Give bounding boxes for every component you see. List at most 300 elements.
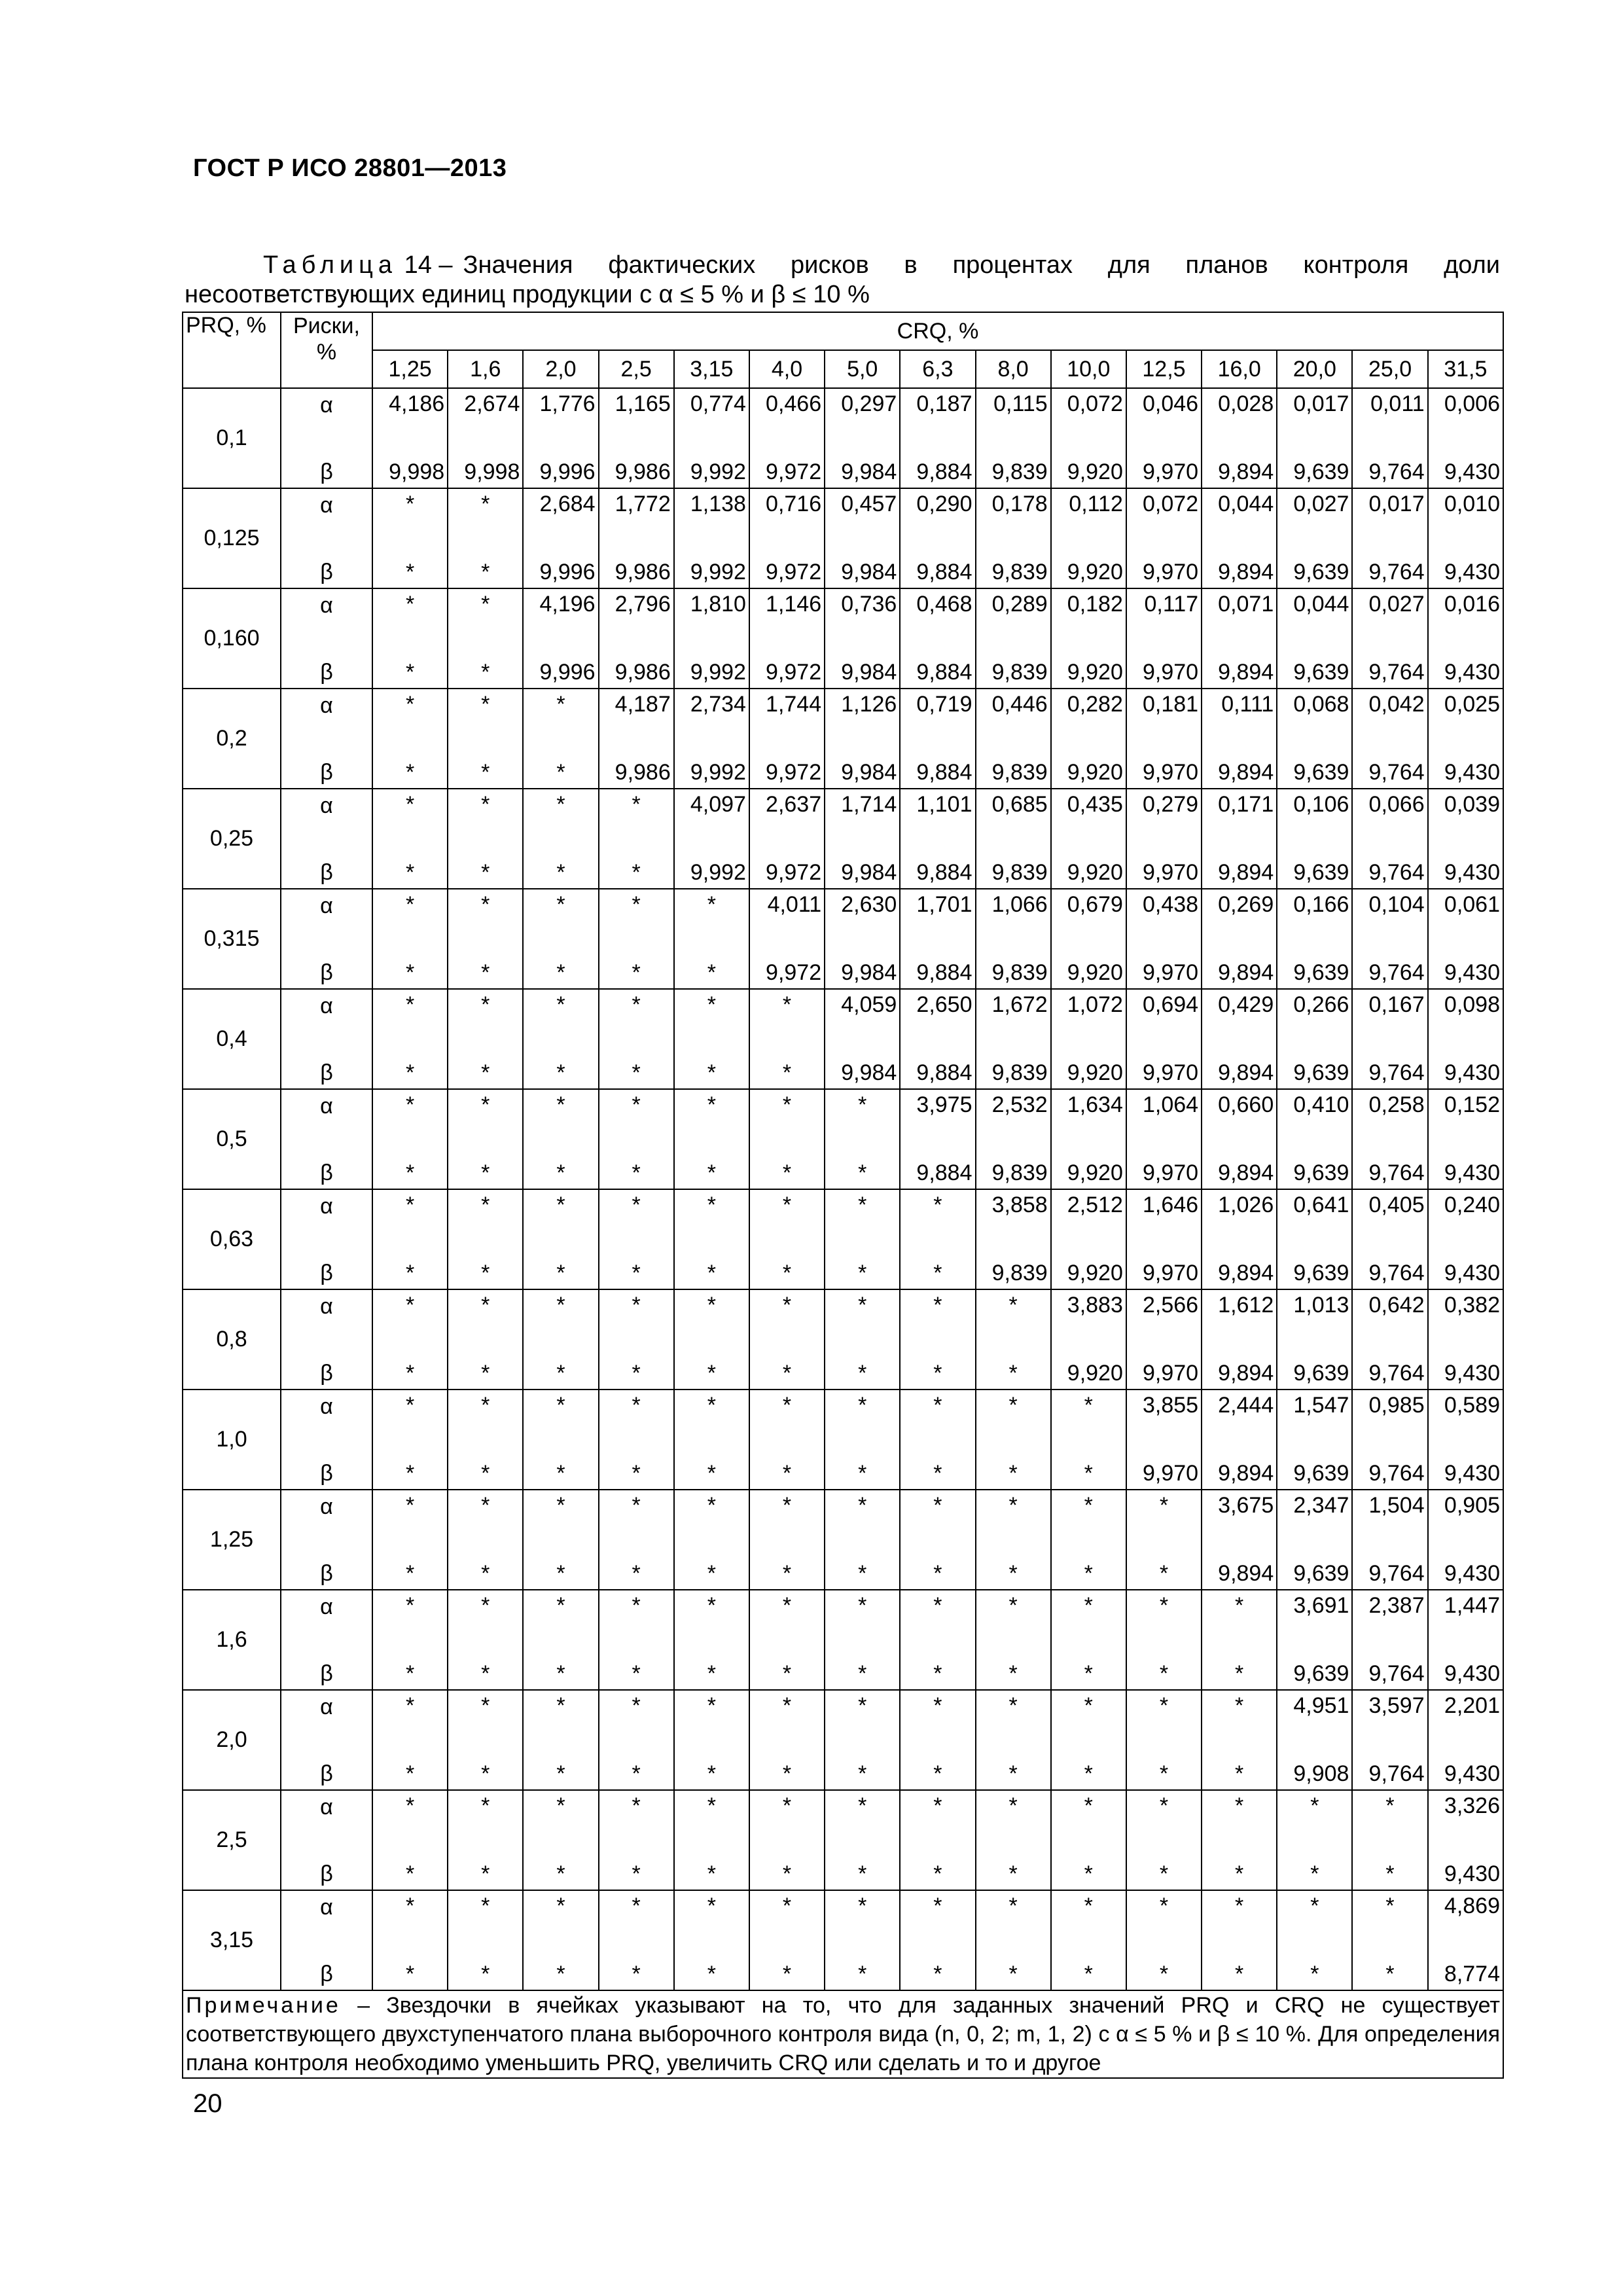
- beta-value-cell: *: [749, 1556, 825, 1590]
- table-row-alpha: [183, 388, 1503, 455]
- alpha-value-cell: 3,691: [1277, 1590, 1352, 1657]
- table-row-alpha: [183, 1590, 1503, 1657]
- alpha-value-cell: 0,457: [825, 488, 900, 555]
- alpha-value-cell: *: [674, 1790, 749, 1857]
- alpha-value-cell: 0,027: [1277, 488, 1352, 555]
- crq-value-header: 6,3: [900, 350, 975, 388]
- beta-value-cell: *: [900, 1456, 975, 1490]
- crq-value-header: 25,0: [1352, 350, 1427, 388]
- alpha-value-cell: *: [448, 689, 523, 755]
- alpha-value-cell: *: [1202, 1890, 1277, 1957]
- alpha-value-cell: 1,744: [749, 689, 825, 755]
- table-row-alpha: [183, 689, 1503, 755]
- alpha-value-cell: 0,112: [1051, 488, 1126, 555]
- beta-value-cell: *: [900, 1356, 975, 1390]
- beta-value-cell: 9,764: [1352, 1156, 1427, 1189]
- table-row-beta: [183, 1957, 1503, 1990]
- beta-value-cell: 9,908: [1277, 1757, 1352, 1790]
- alpha-value-cell: 2,684: [523, 488, 598, 555]
- beta-value-cell: *: [825, 1657, 900, 1690]
- alpha-value-cell: *: [1277, 1790, 1352, 1857]
- alpha-value-cell: *: [523, 1490, 598, 1556]
- alpha-value-cell: *: [523, 889, 598, 956]
- alpha-value-cell: *: [976, 1390, 1051, 1456]
- beta-value-cell: 9,992: [674, 855, 749, 889]
- table-row-alpha: [183, 1089, 1503, 1156]
- crq-value-header: 8,0: [976, 350, 1051, 388]
- alpha-value-cell: *: [825, 1089, 900, 1156]
- beta-value-cell: *: [599, 1857, 674, 1890]
- beta-value-cell: 9,430: [1428, 1056, 1503, 1089]
- alpha-value-cell: 3,975: [900, 1089, 975, 1156]
- beta-value-cell: *: [372, 1957, 448, 1990]
- beta-value-cell: 9,894: [1202, 855, 1277, 889]
- alpha-symbol: α: [281, 689, 372, 755]
- beta-value-cell: 9,884: [900, 655, 975, 689]
- crq-values-row: [183, 350, 1503, 388]
- beta-value-cell: *: [1126, 1857, 1202, 1890]
- alpha-value-cell: 0,716: [749, 488, 825, 555]
- beta-value-cell: 9,986: [599, 555, 674, 588]
- table-row-alpha: [183, 1289, 1503, 1356]
- alpha-value-cell: 0,068: [1277, 689, 1352, 755]
- table-row-alpha: [183, 1890, 1503, 1957]
- crq-header: CRQ, %: [372, 312, 1503, 350]
- alpha-value-cell: *: [599, 1490, 674, 1556]
- alpha-value-cell: 0,736: [825, 588, 900, 655]
- beta-value-cell: *: [448, 1056, 523, 1089]
- beta-value-cell: 9,970: [1126, 755, 1202, 789]
- table-row-alpha: [183, 1690, 1503, 1757]
- beta-value-cell: 9,894: [1202, 956, 1277, 989]
- beta-value-cell: *: [448, 956, 523, 989]
- alpha-value-cell: *: [372, 1289, 448, 1356]
- alpha-value-cell: 0,181: [1126, 689, 1202, 755]
- alpha-value-cell: 0,266: [1277, 989, 1352, 1056]
- alpha-value-cell: *: [372, 1790, 448, 1857]
- alpha-value-cell: *: [372, 889, 448, 956]
- beta-value-cell: 9,839: [976, 755, 1051, 789]
- table-row-alpha: [183, 989, 1503, 1056]
- crq-value-header: 31,5: [1428, 350, 1503, 388]
- alpha-value-cell: 4,196: [523, 588, 598, 655]
- beta-value-cell: 9,920: [1051, 1356, 1126, 1390]
- prq-cell: 0,25: [183, 789, 281, 889]
- alpha-value-cell: 1,772: [599, 488, 674, 555]
- beta-value-cell: 9,894: [1202, 755, 1277, 789]
- alpha-value-cell: 0,642: [1352, 1289, 1427, 1356]
- alpha-value-cell: 2,796: [599, 588, 674, 655]
- beta-value-cell: 9,970: [1126, 455, 1202, 488]
- alpha-value-cell: 0,042: [1352, 689, 1427, 755]
- alpha-value-cell: 1,066: [976, 889, 1051, 956]
- crq-value-header: 16,0: [1202, 350, 1277, 388]
- alpha-value-cell: *: [1202, 1790, 1277, 1857]
- alpha-value-cell: *: [599, 1289, 674, 1356]
- table-caption: [185, 251, 1500, 310]
- beta-value-cell: 9,920: [1051, 655, 1126, 689]
- beta-value-cell: *: [674, 1957, 749, 1990]
- alpha-value-cell: *: [448, 789, 523, 855]
- beta-value-cell: 9,884: [900, 555, 975, 588]
- alpha-value-cell: *: [448, 1490, 523, 1556]
- beta-value-cell: 9,998: [372, 455, 448, 488]
- beta-value-cell: 9,920: [1051, 455, 1126, 488]
- alpha-value-cell: 0,405: [1352, 1189, 1427, 1256]
- beta-symbol: β: [281, 1556, 372, 1590]
- table-row-beta: [183, 755, 1503, 789]
- beta-value-cell: 9,996: [523, 455, 598, 488]
- alpha-symbol: α: [281, 1790, 372, 1857]
- alpha-value-cell: 0,258: [1352, 1089, 1427, 1156]
- beta-value-cell: 9,764: [1352, 1657, 1427, 1690]
- beta-value-cell: *: [674, 956, 749, 989]
- beta-value-cell: *: [448, 1556, 523, 1590]
- alpha-value-cell: *: [372, 1690, 448, 1757]
- alpha-value-cell: *: [825, 1590, 900, 1657]
- alpha-value-cell: 2,630: [825, 889, 900, 956]
- alpha-value-cell: *: [1051, 1590, 1126, 1657]
- alpha-value-cell: *: [674, 1890, 749, 1957]
- beta-value-cell: 9,430: [1428, 956, 1503, 989]
- alpha-value-cell: *: [372, 488, 448, 555]
- alpha-value-cell: 4,011: [749, 889, 825, 956]
- alpha-value-cell: 0,679: [1051, 889, 1126, 956]
- alpha-value-cell: 1,810: [674, 588, 749, 655]
- alpha-value-cell: *: [523, 1590, 598, 1657]
- table-row-beta: [183, 1757, 1503, 1790]
- alpha-value-cell: *: [372, 789, 448, 855]
- alpha-value-cell: *: [523, 1390, 598, 1456]
- alpha-value-cell: *: [448, 588, 523, 655]
- prq-cell: 1,6: [183, 1590, 281, 1690]
- alpha-value-cell: *: [674, 1390, 749, 1456]
- alpha-value-cell: 0,072: [1051, 388, 1126, 455]
- alpha-value-cell: *: [599, 789, 674, 855]
- alpha-value-cell: 0,435: [1051, 789, 1126, 855]
- alpha-value-cell: 0,660: [1202, 1089, 1277, 1156]
- alpha-value-cell: 2,347: [1277, 1490, 1352, 1556]
- beta-value-cell: 9,986: [599, 455, 674, 488]
- beta-value-cell: *: [749, 1657, 825, 1690]
- alpha-value-cell: *: [976, 1289, 1051, 1356]
- alpha-value-cell: *: [825, 1890, 900, 1957]
- alpha-value-cell: 0,182: [1051, 588, 1126, 655]
- beta-value-cell: *: [749, 1957, 825, 1990]
- beta-value-cell: 9,894: [1202, 1056, 1277, 1089]
- alpha-symbol: α: [281, 1189, 372, 1256]
- beta-value-cell: 9,764: [1352, 555, 1427, 588]
- alpha-value-cell: 0,269: [1202, 889, 1277, 956]
- alpha-value-cell: *: [749, 989, 825, 1056]
- beta-value-cell: 9,764: [1352, 655, 1427, 689]
- beta-value-cell: 9,839: [976, 655, 1051, 689]
- alpha-value-cell: *: [448, 1890, 523, 1957]
- beta-value-cell: *: [976, 1356, 1051, 1390]
- beta-value-cell: *: [976, 1556, 1051, 1590]
- alpha-symbol: α: [281, 789, 372, 855]
- alpha-value-cell: 0,438: [1126, 889, 1202, 956]
- alpha-value-cell: 1,026: [1202, 1189, 1277, 1256]
- alpha-value-cell: 0,010: [1428, 488, 1503, 555]
- table-row-alpha: [183, 1189, 1503, 1256]
- beta-value-cell: *: [749, 1456, 825, 1490]
- alpha-value-cell: 0,167: [1352, 989, 1427, 1056]
- alpha-value-cell: 0,017: [1277, 388, 1352, 455]
- beta-value-cell: *: [523, 1156, 598, 1189]
- alpha-value-cell: 0,039: [1428, 789, 1503, 855]
- alpha-value-cell: 3,883: [1051, 1289, 1126, 1356]
- alpha-value-cell: 2,444: [1202, 1390, 1277, 1456]
- alpha-value-cell: 1,138: [674, 488, 749, 555]
- beta-value-cell: *: [448, 755, 523, 789]
- beta-value-cell: *: [372, 956, 448, 989]
- beta-value-cell: 9,764: [1352, 956, 1427, 989]
- alpha-value-cell: *: [599, 1189, 674, 1256]
- alpha-value-cell: 0,017: [1352, 488, 1427, 555]
- beta-value-cell: 9,920: [1051, 855, 1126, 889]
- alpha-value-cell: 0,289: [976, 588, 1051, 655]
- beta-value-cell: 9,764: [1352, 755, 1427, 789]
- alpha-value-cell: *: [674, 1289, 749, 1356]
- alpha-value-cell: *: [976, 1690, 1051, 1757]
- alpha-value-cell: *: [523, 789, 598, 855]
- beta-value-cell: 9,639: [1277, 455, 1352, 488]
- alpha-value-cell: *: [976, 1490, 1051, 1556]
- beta-value-cell: *: [599, 1957, 674, 1990]
- crq-value-header: 12,5: [1126, 350, 1202, 388]
- alpha-value-cell: 0,446: [976, 689, 1051, 755]
- beta-value-cell: *: [448, 655, 523, 689]
- prq-cell: 0,160: [183, 588, 281, 689]
- beta-value-cell: 9,430: [1428, 1156, 1503, 1189]
- beta-value-cell: *: [674, 1857, 749, 1890]
- beta-value-cell: *: [900, 1757, 975, 1790]
- alpha-value-cell: *: [900, 1490, 975, 1556]
- crq-value-header: 4,0: [749, 350, 825, 388]
- beta-value-cell: 9,894: [1202, 655, 1277, 689]
- alpha-value-cell: 0,694: [1126, 989, 1202, 1056]
- alpha-value-cell: *: [1277, 1890, 1352, 1957]
- beta-value-cell: *: [523, 755, 598, 789]
- beta-value-cell: 9,970: [1126, 1156, 1202, 1189]
- beta-symbol: β: [281, 755, 372, 789]
- alpha-value-cell: 0,985: [1352, 1390, 1427, 1456]
- alpha-value-cell: *: [523, 1690, 598, 1757]
- alpha-value-cell: 1,072: [1051, 989, 1126, 1056]
- alpha-value-cell: *: [448, 889, 523, 956]
- beta-value-cell: *: [900, 1957, 975, 1990]
- alpha-value-cell: *: [749, 1189, 825, 1256]
- beta-value-cell: *: [599, 1056, 674, 1089]
- beta-value-cell: 9,970: [1126, 1456, 1202, 1490]
- beta-value-cell: 9,430: [1428, 1556, 1503, 1590]
- beta-value-cell: 9,998: [448, 455, 523, 488]
- beta-value-cell: *: [900, 1657, 975, 1690]
- beta-value-cell: 9,992: [674, 555, 749, 588]
- beta-value-cell: *: [599, 1256, 674, 1289]
- beta-value-cell: 9,639: [1277, 1556, 1352, 1590]
- alpha-value-cell: 0,410: [1277, 1089, 1352, 1156]
- beta-value-cell: 9,970: [1126, 956, 1202, 989]
- alpha-value-cell: *: [448, 1790, 523, 1857]
- beta-value-cell: *: [674, 1556, 749, 1590]
- beta-value-cell: 9,920: [1051, 755, 1126, 789]
- alpha-value-cell: 0,774: [674, 388, 749, 455]
- alpha-value-cell: *: [1202, 1590, 1277, 1657]
- alpha-value-cell: 1,126: [825, 689, 900, 755]
- alpha-value-cell: *: [1126, 1790, 1202, 1857]
- alpha-value-cell: 0,685: [976, 789, 1051, 855]
- beta-value-cell: 9,894: [1202, 1156, 1277, 1189]
- beta-value-cell: *: [1051, 1757, 1126, 1790]
- beta-value-cell: 9,972: [749, 755, 825, 789]
- risk-table: [182, 312, 1504, 2079]
- alpha-value-cell: *: [749, 1690, 825, 1757]
- beta-value-cell: *: [749, 1056, 825, 1089]
- alpha-value-cell: 0,071: [1202, 588, 1277, 655]
- beta-value-cell: 9,984: [825, 655, 900, 689]
- alpha-value-cell: 2,734: [674, 689, 749, 755]
- alpha-value-cell: 0,028: [1202, 388, 1277, 455]
- beta-value-cell: 9,430: [1428, 1657, 1503, 1690]
- beta-value-cell: *: [1352, 1957, 1427, 1990]
- beta-value-cell: *: [825, 1757, 900, 1790]
- prq-cell: 0,1: [183, 388, 281, 488]
- alpha-value-cell: 0,006: [1428, 388, 1503, 455]
- beta-value-cell: *: [372, 1556, 448, 1590]
- beta-value-cell: 9,996: [523, 655, 598, 689]
- crq-value-header: 1,25: [372, 350, 448, 388]
- alpha-value-cell: *: [900, 1289, 975, 1356]
- beta-value-cell: *: [1202, 1857, 1277, 1890]
- alpha-value-cell: *: [523, 1089, 598, 1156]
- beta-value-cell: *: [372, 1757, 448, 1790]
- alpha-value-cell: *: [523, 689, 598, 755]
- beta-value-cell: 9,970: [1126, 1256, 1202, 1289]
- alpha-symbol: α: [281, 1490, 372, 1556]
- beta-value-cell: *: [825, 1857, 900, 1890]
- beta-value-cell: 9,639: [1277, 1156, 1352, 1189]
- beta-value-cell: *: [372, 755, 448, 789]
- alpha-value-cell: 0,178: [976, 488, 1051, 555]
- alpha-value-cell: *: [372, 588, 448, 655]
- beta-value-cell: *: [599, 956, 674, 989]
- alpha-value-cell: 0,016: [1428, 588, 1503, 655]
- alpha-value-cell: *: [1051, 1790, 1126, 1857]
- beta-value-cell: *: [599, 1657, 674, 1690]
- beta-value-cell: *: [599, 1356, 674, 1390]
- alpha-value-cell: *: [372, 1890, 448, 1957]
- beta-value-cell: 9,639: [1277, 1657, 1352, 1690]
- alpha-value-cell: *: [448, 989, 523, 1056]
- beta-value-cell: *: [674, 1657, 749, 1690]
- beta-value-cell: *: [448, 1957, 523, 1990]
- alpha-value-cell: 4,187: [599, 689, 674, 755]
- beta-value-cell: *: [523, 1757, 598, 1790]
- alpha-value-cell: *: [1051, 1390, 1126, 1456]
- alpha-value-cell: 3,675: [1202, 1490, 1277, 1556]
- alpha-symbol: α: [281, 1890, 372, 1957]
- beta-value-cell: 9,920: [1051, 1256, 1126, 1289]
- alpha-value-cell: *: [749, 1590, 825, 1657]
- beta-value-cell: *: [900, 1857, 975, 1890]
- beta-value-cell: 9,639: [1277, 956, 1352, 989]
- beta-value-cell: *: [448, 1757, 523, 1790]
- alpha-value-cell: *: [825, 1390, 900, 1456]
- beta-value-cell: 9,986: [599, 655, 674, 689]
- alpha-value-cell: 0,011: [1352, 388, 1427, 455]
- alpha-value-cell: 0,382: [1428, 1289, 1503, 1356]
- beta-value-cell: 9,639: [1277, 555, 1352, 588]
- alpha-value-cell: 0,240: [1428, 1189, 1503, 1256]
- table-row-beta: [183, 655, 1503, 689]
- beta-symbol: β: [281, 655, 372, 689]
- beta-value-cell: *: [1051, 1556, 1126, 1590]
- risk-header: Риски, %: [281, 312, 372, 388]
- table-row-beta: [183, 1456, 1503, 1490]
- beta-value-cell: 9,839: [976, 1056, 1051, 1089]
- prq-cell: 0,63: [183, 1189, 281, 1289]
- alpha-value-cell: *: [825, 1189, 900, 1256]
- beta-value-cell: *: [448, 1156, 523, 1189]
- alpha-value-cell: *: [900, 1890, 975, 1957]
- beta-symbol: β: [281, 1857, 372, 1890]
- beta-value-cell: *: [1126, 1757, 1202, 1790]
- alpha-value-cell: *: [372, 1189, 448, 1256]
- beta-symbol: β: [281, 1957, 372, 1990]
- alpha-value-cell: 0,115: [976, 388, 1051, 455]
- beta-value-cell: *: [523, 1657, 598, 1690]
- alpha-value-cell: *: [749, 1089, 825, 1156]
- alpha-value-cell: 2,512: [1051, 1189, 1126, 1256]
- alpha-value-cell: *: [599, 1390, 674, 1456]
- beta-value-cell: *: [674, 1156, 749, 1189]
- beta-value-cell: *: [976, 1857, 1051, 1890]
- crq-value-header: 20,0: [1277, 350, 1352, 388]
- alpha-value-cell: 0,589: [1428, 1390, 1503, 1456]
- beta-value-cell: 9,984: [825, 555, 900, 588]
- alpha-value-cell: *: [523, 1890, 598, 1957]
- alpha-value-cell: *: [674, 1590, 749, 1657]
- crq-value-header: 2,0: [523, 350, 598, 388]
- alpha-symbol: α: [281, 1590, 372, 1657]
- beta-value-cell: 9,894: [1202, 1256, 1277, 1289]
- beta-value-cell: *: [749, 1757, 825, 1790]
- beta-value-cell: 9,984: [825, 755, 900, 789]
- alpha-value-cell: *: [1051, 1890, 1126, 1957]
- beta-value-cell: 9,839: [976, 455, 1051, 488]
- beta-value-cell: 9,992: [674, 655, 749, 689]
- alpha-value-cell: 4,869: [1428, 1890, 1503, 1957]
- alpha-value-cell: 0,641: [1277, 1189, 1352, 1256]
- crq-value-header: 3,15: [674, 350, 749, 388]
- alpha-value-cell: *: [1352, 1790, 1427, 1857]
- alpha-symbol: α: [281, 1690, 372, 1757]
- beta-value-cell: *: [523, 1256, 598, 1289]
- table-row-beta: [183, 1056, 1503, 1089]
- beta-value-cell: 9,884: [900, 1156, 975, 1189]
- alpha-value-cell: *: [674, 889, 749, 956]
- alpha-value-cell: *: [900, 1690, 975, 1757]
- alpha-value-cell: 4,186: [372, 388, 448, 455]
- beta-value-cell: 9,894: [1202, 555, 1277, 588]
- alpha-value-cell: *: [749, 1289, 825, 1356]
- beta-value-cell: 9,884: [900, 1056, 975, 1089]
- beta-value-cell: 9,764: [1352, 1356, 1427, 1390]
- beta-symbol: β: [281, 1256, 372, 1289]
- alpha-value-cell: 0,152: [1428, 1089, 1503, 1156]
